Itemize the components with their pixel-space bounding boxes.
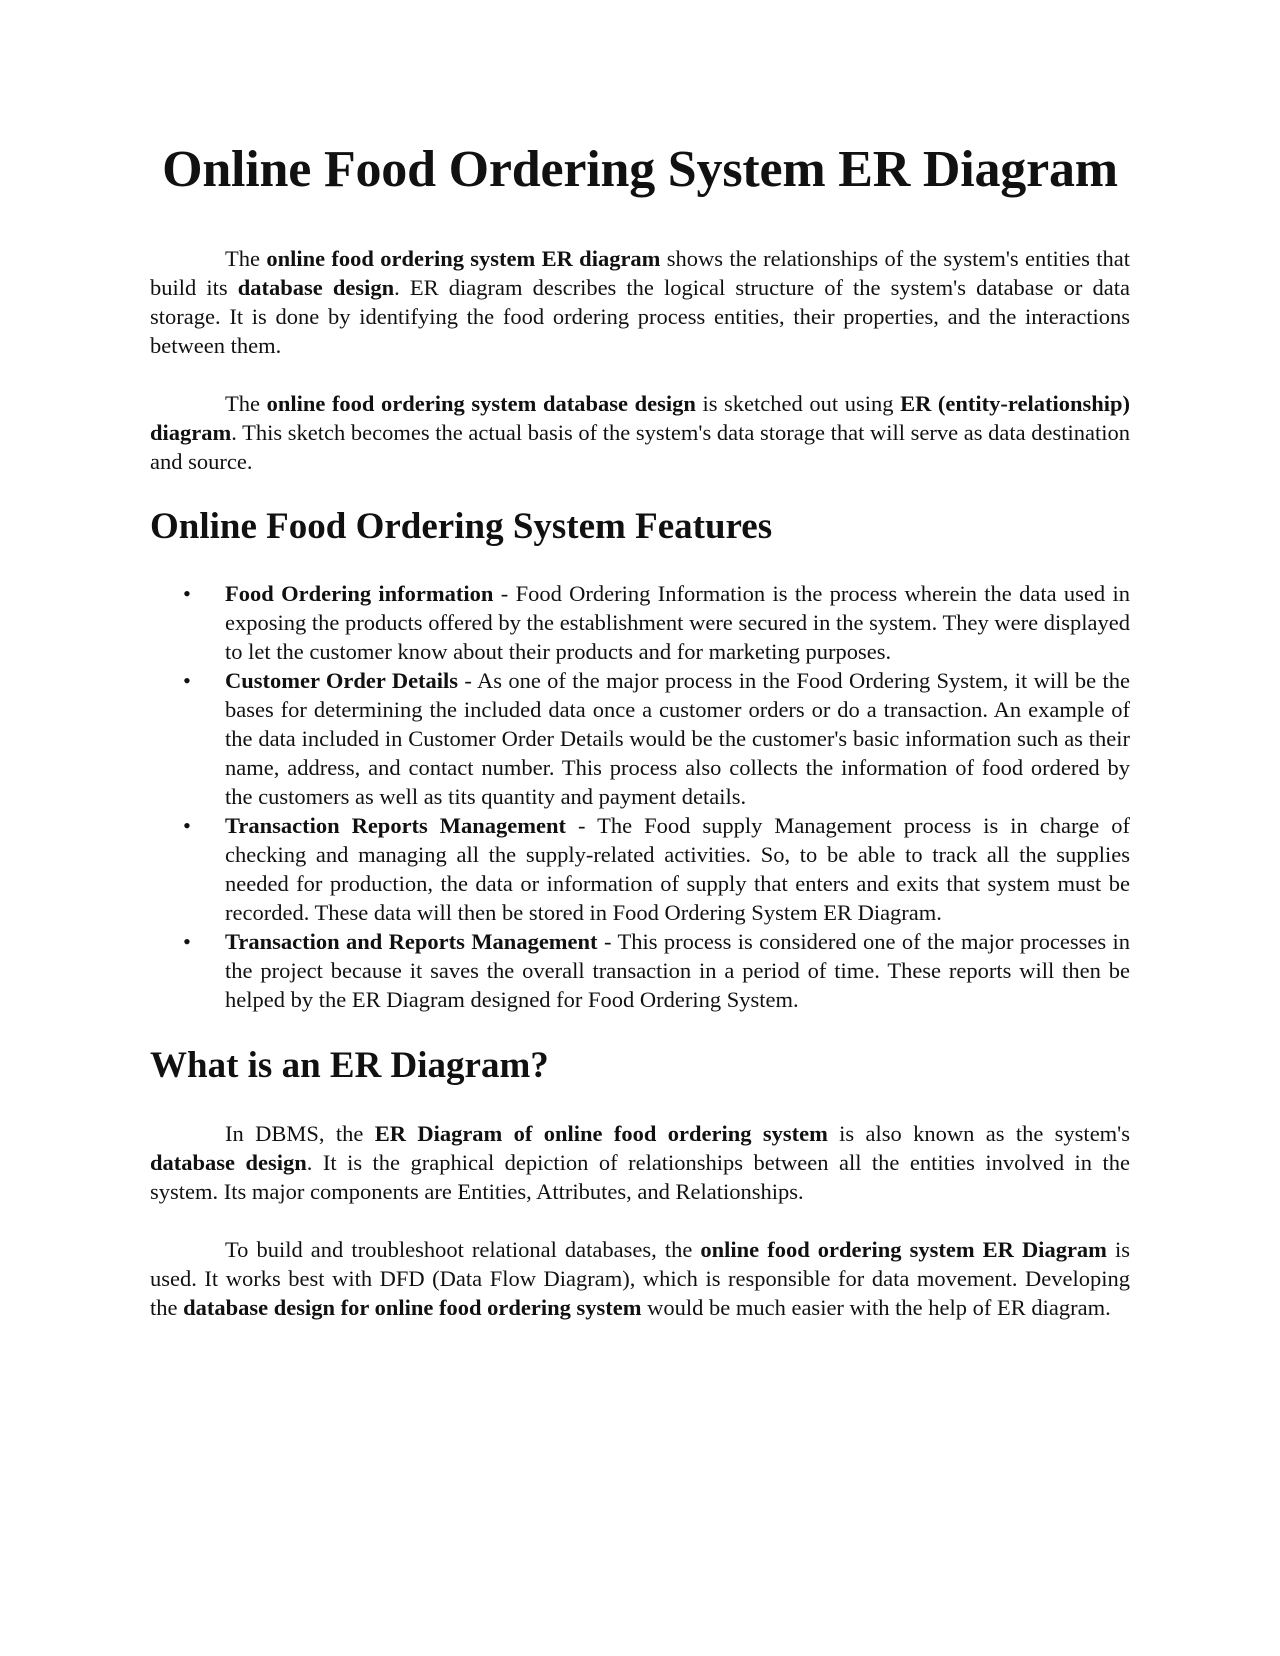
feature-text: - As one of the major process in the Food Ordering System, it will be the bases for determining the included data once a customer orders or do a transaction. An example of the data included in Customer Order Details would be the customer's basic information such as their name, address, and contact number. This process also collects the information of food ordered by the customers as well as tits quantity and payment details. [225,668,1130,810]
list-item [183,579,1130,666]
feature-term: Transaction and Reports Management [225,929,598,955]
what-paragraph-1: In DBMS, the ER Diagram of online food ordering system is also known as the system's database design. It is the graphical depiction of relationships between all the entities involved in the system. Its major components are Entities, Attributes, and Relationships. [150,1120,1130,1204]
intro-paragraph-2: The online food ordering system database design is sketched out using ER (entity-relationship) diagram. This sketch becomes the actual basis of the system's data storage that will serve as data destination and source. [150,390,1130,474]
features-heading: Online Food Ordering System Features [150,505,773,547]
feature-text: - This process is considered one of the major processes in the project because it saves the overall transaction in a period of time. These reports will then be helped by the ER Diagram designed for Food Ordering System. [225,929,1130,1013]
page-title: Online Food Ordering System ER Diagram [162,141,1118,198]
list-item [183,927,1130,1014]
list-item [183,811,1130,927]
bullet-icon: • [183,813,191,839]
intro-paragraph-1: The online food ordering system ER diagram shows the relationships of the system's entities that build its database design. ER diagram describes the logical structure of the system's database or data storage. It is done by identifying the food ordering process entities, their properties, and the interactions between them. [150,245,1130,358]
document-page [150,140,1130,1351]
bullet-icon: • [183,668,191,694]
features-list [150,579,1130,1014]
bullet-icon: • [183,581,191,607]
what-is-er-heading: What is an ER Diagram? [150,1045,549,1087]
what-paragraph-2: To build and troubleshoot relational databases, the online food ordering system ER Diagram is used. It works best with DFD (Data Flow Diagram), which is responsible for data movement. Developing the database design for online food ordering system would be much easier with the help of ER diagram. [150,1236,1130,1320]
feature-term: Food Ordering information [225,581,494,607]
list-item [183,666,1130,811]
feature-text: - Food Ordering Information is the process wherein the data used in exposing the products offered by the establishment were secured in the system. They were displayed to let the customer know about their products and for marketing purposes. [225,581,1130,665]
feature-term: Customer Order Details [225,668,459,694]
feature-term: Transaction Reports Management [225,813,567,839]
feature-text: - The Food supply Management process is in charge of checking and managing all the supply-related activities. So, to be able to track all the supplies needed for production, the data or information of supply that enters and exits that system must be recorded. These data will then be stored in Food Ordering System ER Diagram. [225,813,1130,926]
bullet-icon: • [183,929,191,955]
